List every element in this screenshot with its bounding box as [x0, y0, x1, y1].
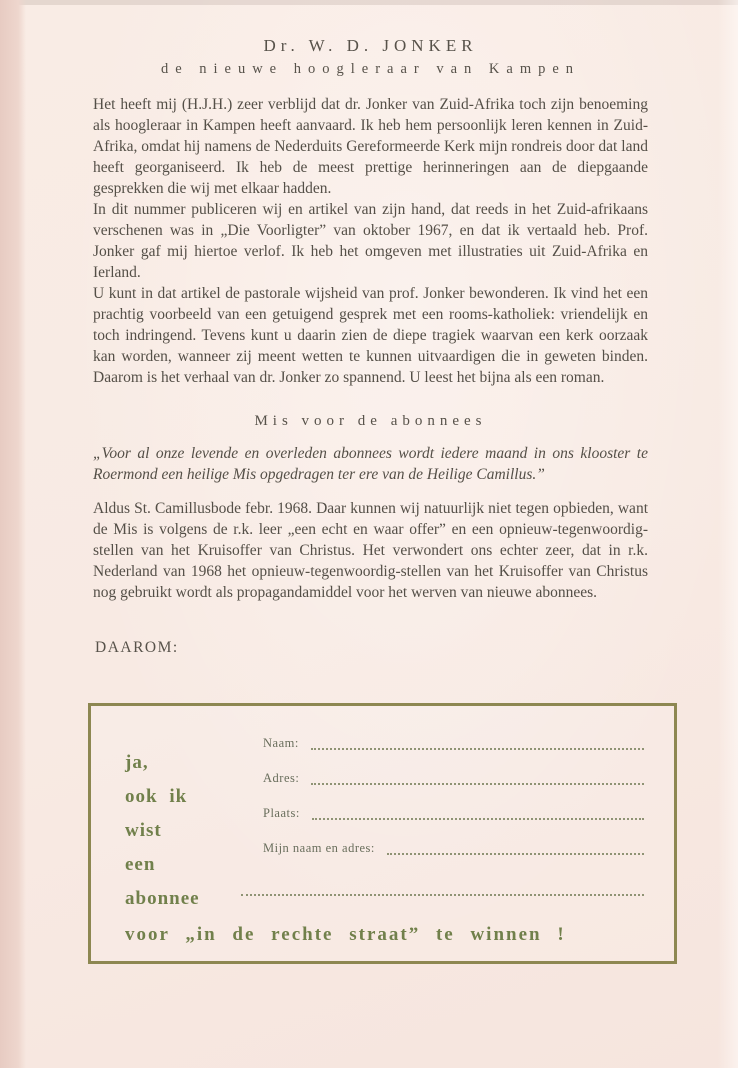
- slogan-line-2: ook ik: [125, 786, 188, 807]
- mijn-naam-en-adres-field-line: [387, 851, 644, 855]
- article1-subtitle: de nieuwe hoogleraar van Kampen: [160, 61, 581, 77]
- article1-paragraph-2: In dit nummer publiceren wij en artikel van zijn hand, dat reeds in het Zuid-afrikaans verschenen was in „Die Voorligter” van oktober 1967, en dat ik vertaald heb. Prof. Jonker gaf mij hiertoe verlof. Ik heb het omgeven met illustraties uit Zuid-Afrika en Ierland.: [93, 201, 648, 281]
- slogan-line-1: ja,: [125, 752, 149, 773]
- slogan-line-5: abonnee: [125, 888, 200, 909]
- article1-paragraph-1: Het heeft mij (H.J.H.) zeer verblijd dat dr. Jonker van Zuid-Afrika toch zijn benoeming als hoogleraar in Kampen heeft aanvaard. Ik heb hem persoonlijk leren kennen in Zuid-Afrika, omdat hij namens de Nederduits Gereformeerde Kerk mijn rondreis door dat land heeft georganiseerd. Ik heb de meest prettige herinneringen aan de diepgaande gesprekken die wij met elkaar hadden.: [93, 96, 648, 197]
- article2-title: Mis voor de abonnees: [254, 413, 487, 429]
- plaats-field-label: Plaats:: [263, 806, 300, 820]
- daarom-label: DAAROM:: [95, 639, 179, 656]
- mijn-naam-en-adres-field-row: [263, 841, 644, 855]
- mijn-naam-en-adres-field-label: Mijn naam en adres:: [263, 841, 375, 855]
- adres-field-line: [311, 781, 644, 785]
- continuation-field-line: [241, 894, 644, 896]
- article1-body: [93, 94, 648, 388]
- coupon-slogan-column: [125, 746, 200, 916]
- naam-field-label: Naam:: [263, 736, 299, 750]
- plaats-field-row: [263, 806, 644, 820]
- article2-paragraph: Aldus St. Camillusbode febr. 1968. Daar kunnen wij natuurlijk niet tegen opbieden, want de Mis is volgens de r.k. leer „een echt en waar offer” en een opnieuw-tegenwoordig-stellen van het Kruisoffer van Christus. Het verwondert ons echter zeer, dat in r.k. Nederland van 1968 het opnieuw-tegenwoordig-stellen van het Kruisoffer van Christus nog gebruikt wordt als propagandamiddel voor het werven van nieuwe abonnees.: [93, 500, 648, 601]
- naam-field-line: [311, 746, 644, 750]
- slogan-line-3: wist: [125, 820, 162, 841]
- adres-field-row: [263, 771, 644, 785]
- adres-field-label: Adres:: [263, 771, 300, 785]
- coupon-fields-column: [263, 736, 644, 876]
- article1-paragraph-3: U kunt in dat artikel de pastorale wijsheid van prof. Jonker bewonderen. Ik vind het een prachtig voorbeeld van een getuigend gesprek met een rooms-katholiek: vriendelijk en toch indringend. Tevens kunt u daarin zien de diepe tragiek waarvan een kerk oorzaak kan worden, wanneer zij meent wetten te kunnen uitvaardigen die in geweten binden. Daarom is het verhaal van dr. Jonker zo spannend. U leest het bijna als een roman.: [93, 285, 648, 386]
- plaats-field-line: [312, 816, 644, 820]
- coupon-slogan-bottom: voor „in de rechte straat” te winnen !: [125, 924, 566, 945]
- naam-field-row: [263, 736, 644, 750]
- article1-title: Dr. W. D. JONKER: [263, 36, 478, 55]
- subscription-coupon-box: [88, 703, 677, 964]
- slogan-line-4: een: [125, 854, 156, 875]
- article2-quote: „Voor al onze levende en overleden abonnees wordt iedere maand in ons klooster te Roermond een heilige Mis opgedragen ter ere van de Heilige Camillus.”: [93, 445, 648, 483]
